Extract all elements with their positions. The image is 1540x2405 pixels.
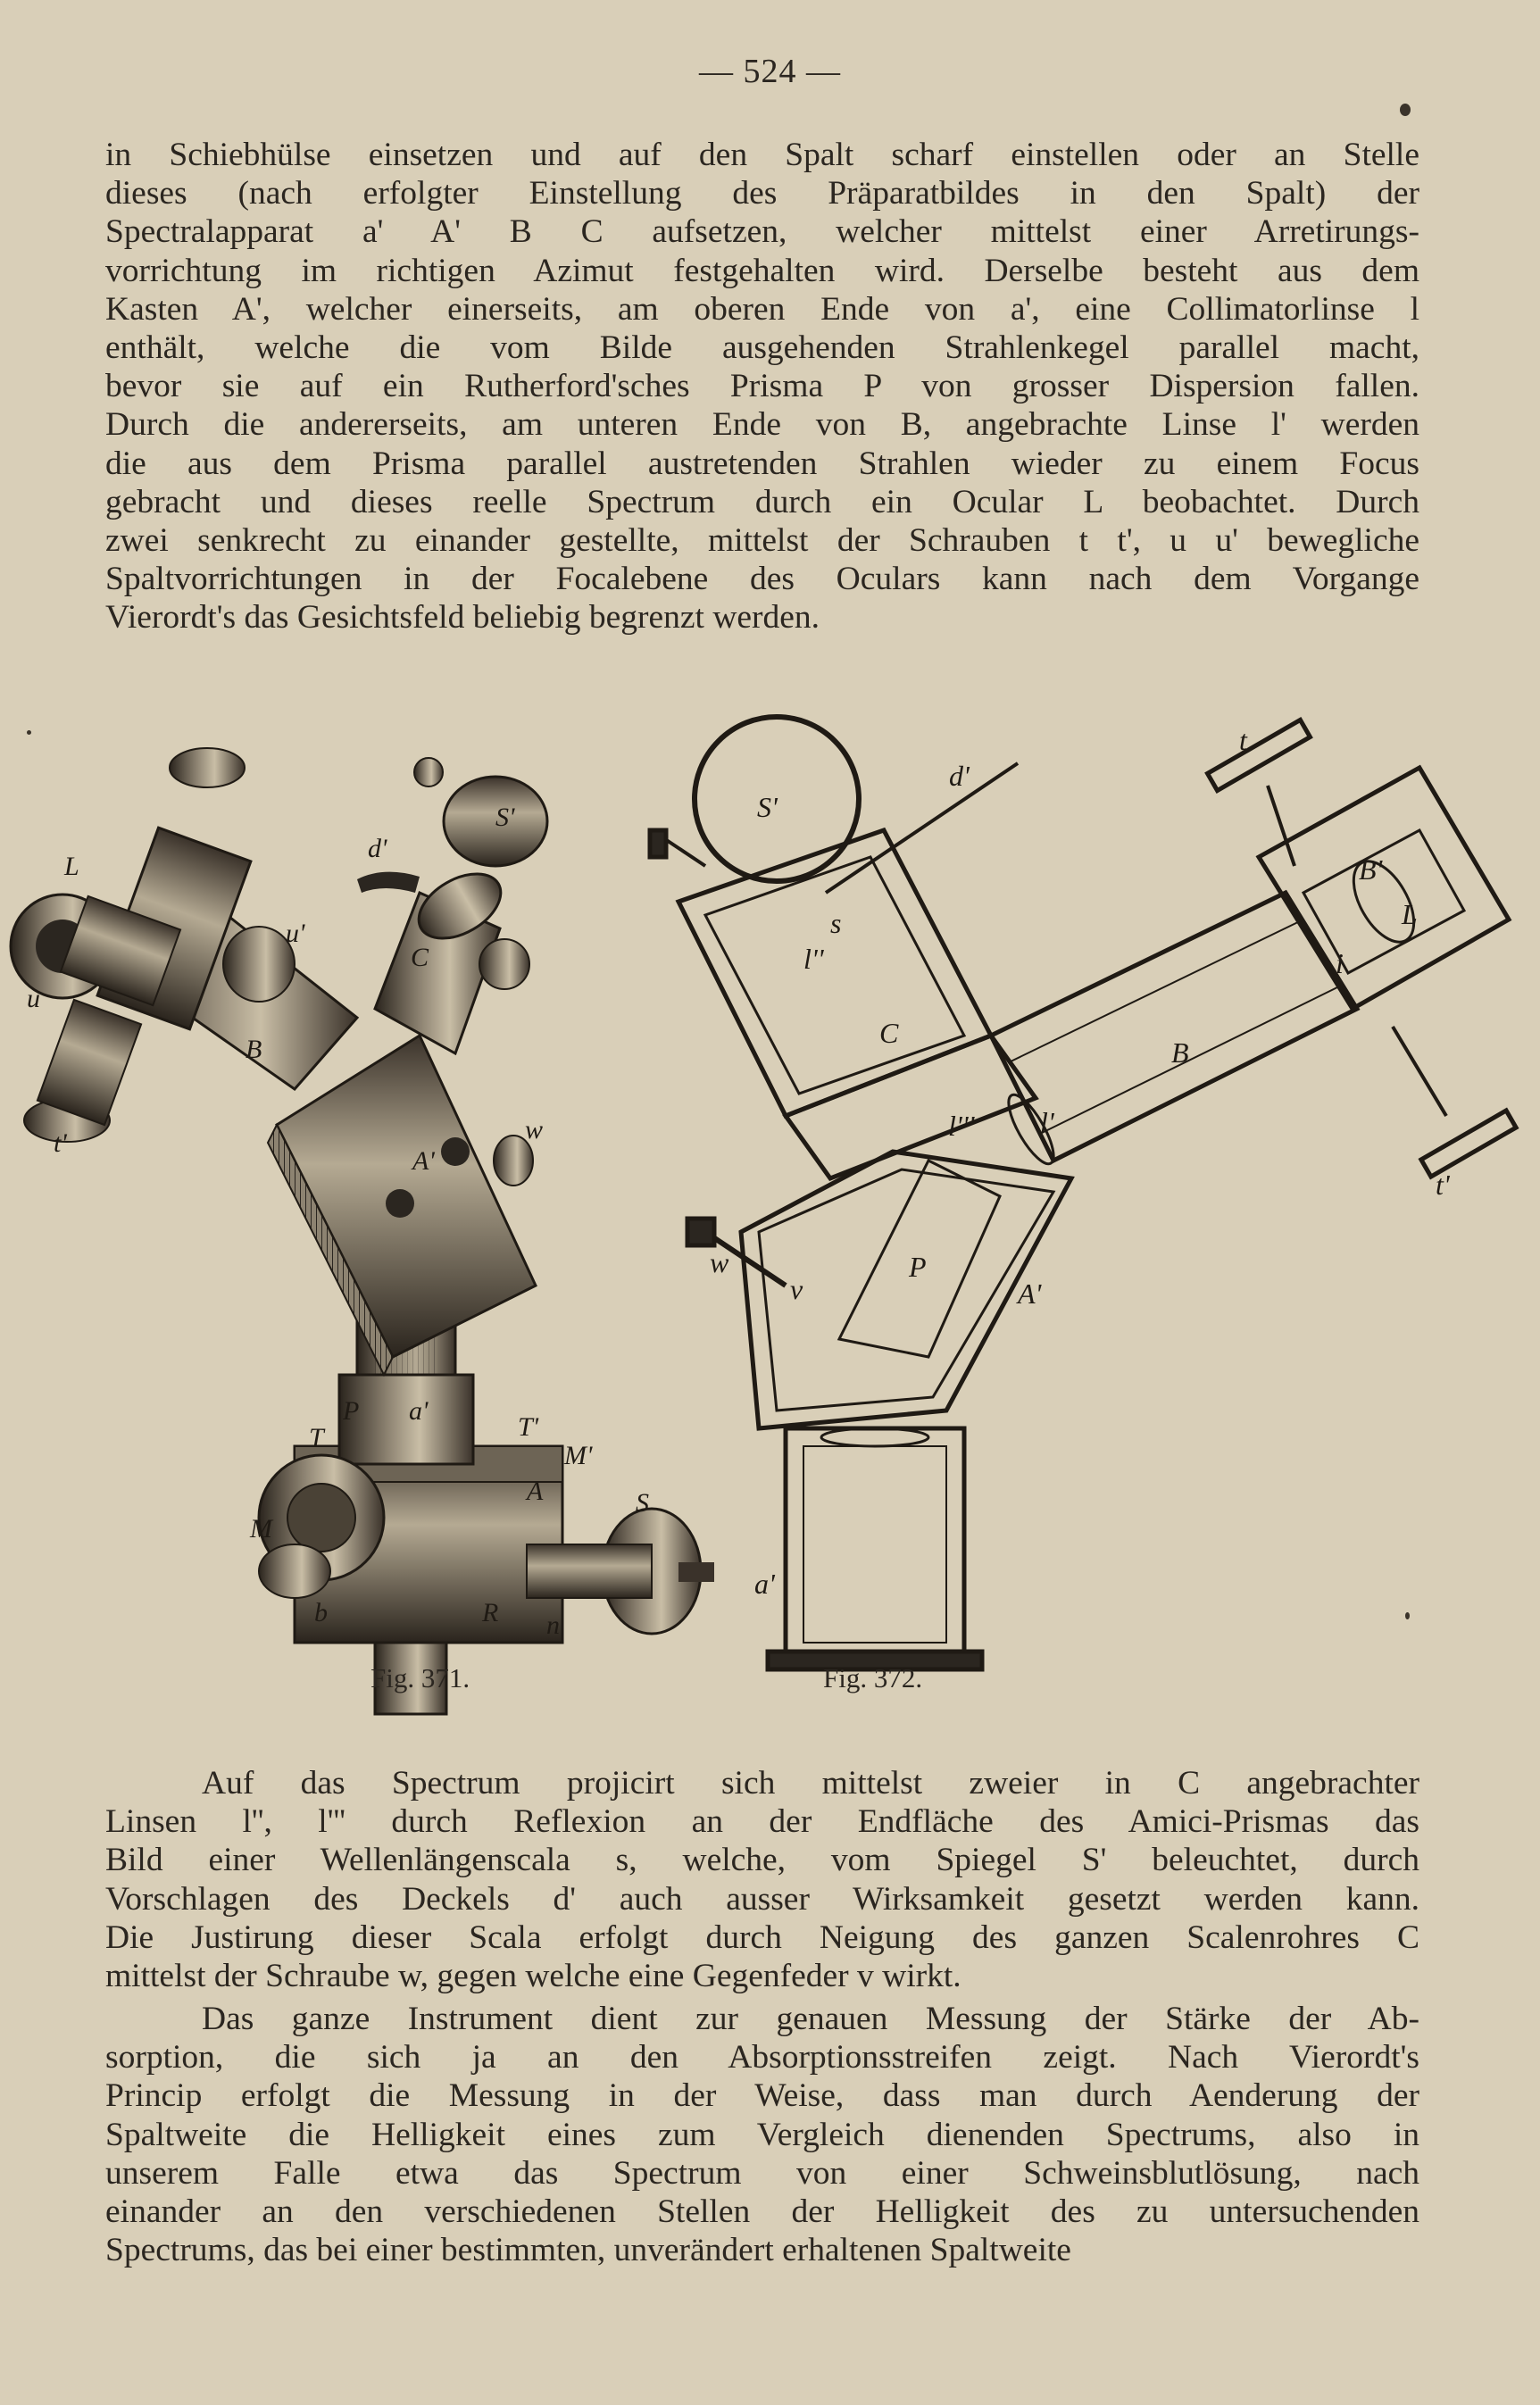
fig371-label-A: A [527, 1477, 544, 1506]
fig-371-caption: Fig. 371. [370, 1662, 470, 1693]
text-line: Princip erfolgt die Messung in der Weise, dass man durch Aenderung der [105, 2077, 1419, 2115]
fig371-label-b: b [314, 1598, 328, 1627]
paragraph-top [105, 136, 1419, 637]
text-line: gebracht und dieses reelle Spectrum durch ein Ocular L beobachtet. Durch [105, 483, 1419, 520]
fig372-label-L: L [1402, 898, 1418, 930]
page-number: — 524 — [699, 53, 841, 90]
text-line: Spectralapparat a' A' B C aufsetzen, welcher mittelst einer Arretirungs- [105, 213, 1419, 251]
text-line: Kasten A', welcher einerseits, am oberen Ende von a', eine Collimatorlinse l [105, 290, 1419, 328]
text-line: Vierordt's das Gesichtsfeld beliebig begrenzt werden. [105, 599, 820, 637]
fig372-label-S-prime: S' [757, 791, 778, 823]
text-line: Linsen l'', l''' durch Reflexion an der Endfläche des Amici-Prismas das [105, 1803, 1419, 1841]
fig372-label-i: i [1336, 947, 1344, 979]
fig371-label-T: T [309, 1423, 324, 1452]
fig372-label-B-prime: B' [1359, 853, 1383, 886]
ink-speck [27, 730, 31, 735]
fig372-label-a-prime: a' [754, 1568, 775, 1600]
fig-372-drawing [650, 717, 1516, 1669]
text-line: dieses (nach erfolgter Einstellung des Präparatbildes in den Spalt) der [105, 175, 1419, 212]
fig372-label-C: C [879, 1017, 899, 1049]
text-line: die aus dem Prisma parallel austretenden Strahlen wieder zu einem Focus [105, 445, 1419, 482]
fig372-label-w: w [710, 1246, 729, 1278]
text-line: unserem Falle etwa das Spectrum von einer Schweinsblutlösung, nach [105, 2154, 1419, 2192]
fig371-label-A-prime: A' [412, 1146, 435, 1176]
text-line: Das ganze Instrument dient zur genauen Messung der Stärke der Ab- [202, 2001, 1419, 2037]
fig371-label-S: S [636, 1488, 649, 1518]
fig371-label-a-prime: a' [409, 1396, 429, 1426]
text-line: bevor sie auf ein Rutherford'sches Prisma P von grosser Dispersion fallen. [105, 368, 1419, 405]
text-line: Auf das Spectrum projicirt sich mittelst zweier in C angebrachter [202, 1765, 1419, 1802]
fig372-label-l-dprime: l'' [803, 943, 824, 975]
fig371-label-P: P [343, 1396, 360, 1426]
fig371-label-M: M [250, 1514, 272, 1544]
text-line: zwei senkrecht zu einander gestellte, mittelst der Schrauben t t', u u' bewegliche [105, 522, 1419, 560]
fig372-label-B: B [1171, 1036, 1189, 1069]
fig371-label-u-prime: u' [286, 919, 305, 948]
text-line: mittelst der Schraube w, gegen welche eine Gegenfeder v wirkt. [105, 1958, 961, 1995]
text-line: Spaltvorrichtungen in der Focalebene des Oculars kann nach dem Vorgange [105, 561, 1419, 598]
fig372-label-P: P [909, 1251, 927, 1283]
fig371-label-T-prime: T' [518, 1412, 539, 1442]
fig371-label-n: n [546, 1610, 560, 1640]
ink-speck [1405, 1612, 1410, 1619]
text-line: sorption, die sich ja an den Absorptionsstreifen zeigt. Nach Vierordt's [105, 2039, 1419, 2076]
paragraph-bottom [105, 2000, 1419, 2269]
fig371-label-M-prime: M' [564, 1441, 593, 1470]
figure-svg [0, 714, 1540, 1723]
fig372-label-t: t [1239, 724, 1247, 756]
fig371-label-L: L [64, 852, 79, 881]
fig371-label-S-prime: S' [495, 803, 515, 832]
fig372-label-A-prime: A' [1018, 1277, 1042, 1310]
text-line: Bild einer Wellenlängenscala s, welche, vom Spiegel S' beleuchtet, durch [105, 1842, 1419, 1879]
fig372-label-v: v [790, 1273, 803, 1305]
fig372-label-s: s [830, 907, 842, 939]
fig371-label-u: u [27, 984, 40, 1013]
fig371-label-C: C [411, 943, 429, 972]
text-line: Vorschlagen des Deckels d' auch ausser Wirksamkeit gesetzt werden kann. [105, 1880, 1419, 1918]
text-line: enthält, welche die vom Bilde ausgehenden Strahlenkegel parallel macht, [105, 329, 1419, 367]
fig372-label-l-tprime: l''' [948, 1110, 975, 1142]
text-line: einander an den verschiedenen Stellen der Helligkeit des zu untersuchenden [105, 2193, 1419, 2231]
text-line: Spectrums, das bei einer bestimmten, unverändert erhaltenen Spaltweite [105, 2232, 1071, 2269]
text-line: vorrichtung im richtigen Azimut festgehalten wird. Derselbe besteht aus dem [105, 252, 1419, 289]
fig371-label-R: R [482, 1598, 499, 1627]
fig-371-drawing [11, 748, 714, 1714]
fig371-label-w: w [525, 1115, 544, 1144]
fig372-label-d-prime: d' [949, 760, 970, 792]
fig371-label-t-prime: t' [54, 1128, 67, 1158]
fig372-label-l-prime: l' [1040, 1106, 1054, 1138]
fig-372-caption: Fig. 372. [823, 1662, 923, 1693]
text-line: Spaltweite die Helligkeit eines zum Vergleich dienenden Spectrums, also in [105, 2116, 1419, 2153]
fig371-label-d-prime: d' [368, 834, 387, 863]
fig372-label-t-prime: t' [1436, 1169, 1450, 1201]
text-line: Durch die andererseits, am unteren Ende von B, angebrachte Linse l' werden [105, 406, 1419, 444]
text-line: Die Justirung dieser Scala erfolgt durch Neigung des ganzen Scalenrohres C [105, 1918, 1419, 1956]
figures [0, 714, 1540, 1723]
fig371-label-B: B [246, 1035, 262, 1064]
paragraph-middle [105, 1764, 1419, 1995]
ink-speck [1400, 104, 1411, 116]
text-line: in Schiebhülse einsetzen und auf den Spalt scharf einstellen oder an Stelle [105, 137, 1419, 173]
